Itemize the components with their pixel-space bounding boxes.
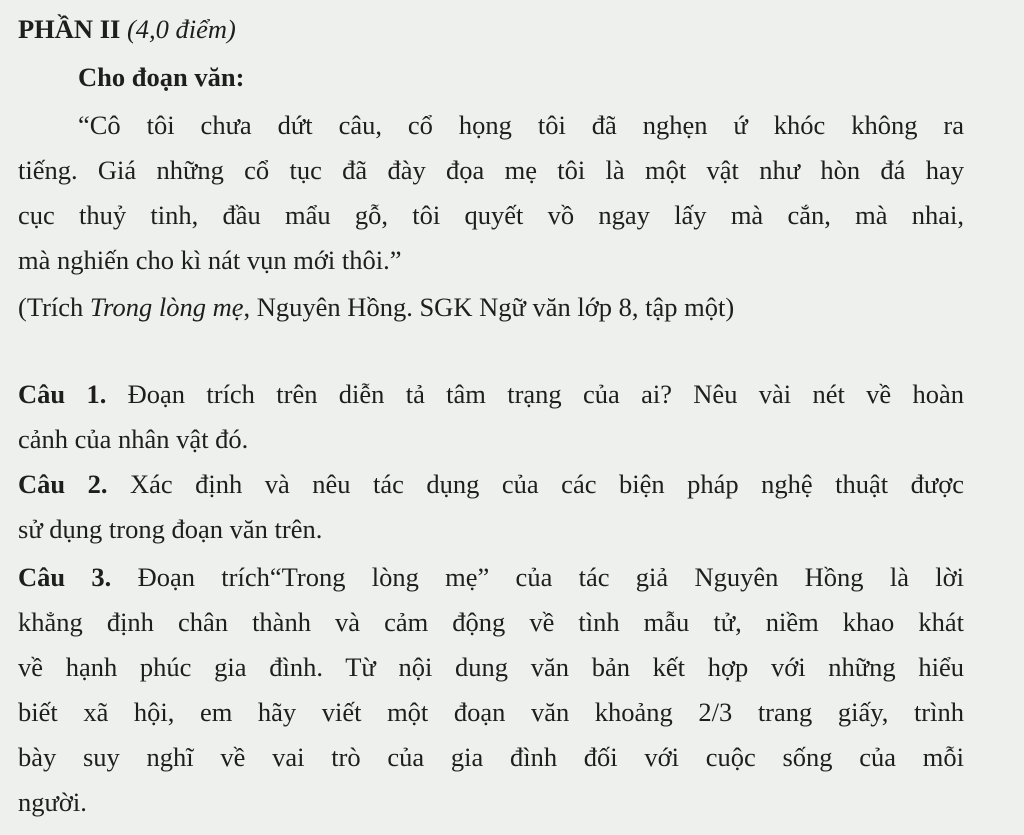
question-3-line: về hạnh phúc gia đình. Từ nội dung văn bản kết hợp với những hiểu <box>18 652 964 682</box>
passage-line: mà nghiến cho kì nát vụn mới thôi.” <box>18 245 402 275</box>
question-3-text: Đoạn trích“Trong lòng mẹ” của tác giả Nguyên Hồng là lời <box>137 562 964 592</box>
question-3-line <box>18 560 964 594</box>
question-2-text: Xác định và nêu tác dụng của các biện pháp nghệ thuật được <box>130 469 964 499</box>
question-3-label: Câu 3. <box>18 562 112 592</box>
passage-line: “Cô tôi chưa dứt câu, cổ họng tôi đã nghẹn ứ khóc không ra <box>78 110 964 140</box>
question-3-line: người. <box>18 787 87 817</box>
question-2-label: Câu 2. <box>18 469 108 499</box>
passage-line: cục thuỷ tinh, đầu mẩu gỗ, tôi quyết vồ ngay lấy mà cắn, mà nhai, <box>18 200 964 230</box>
section-points: (4,0 điểm) <box>126 14 236 44</box>
question-2-line <box>18 467 964 501</box>
question-1-line <box>18 377 964 411</box>
question-3-line: bày suy nghĩ về vai trò của gia đình đối với cuộc sống của mỗi <box>18 742 964 772</box>
question-1-line: cảnh của nhân vật đó. <box>18 424 249 454</box>
passage-line: tiếng. Giá những cổ tục đã đày đọa mẹ tôi là một vật như hòn đá hay <box>18 155 964 185</box>
question-3-line: biết xã hội, em hãy viết một đoạn văn khoảng 2/3 trang giấy, trình <box>18 697 964 727</box>
question-1-label: Câu 1. <box>18 379 107 409</box>
question-3-line: khẳng định chân thành và cảm động về tình mẫu tử, niềm khao khát <box>18 607 964 637</box>
section-heading <box>18 12 964 46</box>
passage-source <box>18 290 964 324</box>
source-prefix: (Trích <box>18 292 90 322</box>
source-work-title: Trong lòng mẹ <box>89 292 244 322</box>
question-1-text: Đoạn trích trên diễn tả tâm trạng của ai? Nêu vài nét về hoàn <box>127 379 964 409</box>
source-suffix: , Nguyên Hồng. SGK Ngữ văn lớp 8, tập một) <box>243 292 735 322</box>
question-2-line: sử dụng trong đoạn văn trên. <box>18 514 323 544</box>
passage-intro: Cho đoạn văn: <box>78 62 245 92</box>
section-title: PHẦN II <box>18 14 121 44</box>
